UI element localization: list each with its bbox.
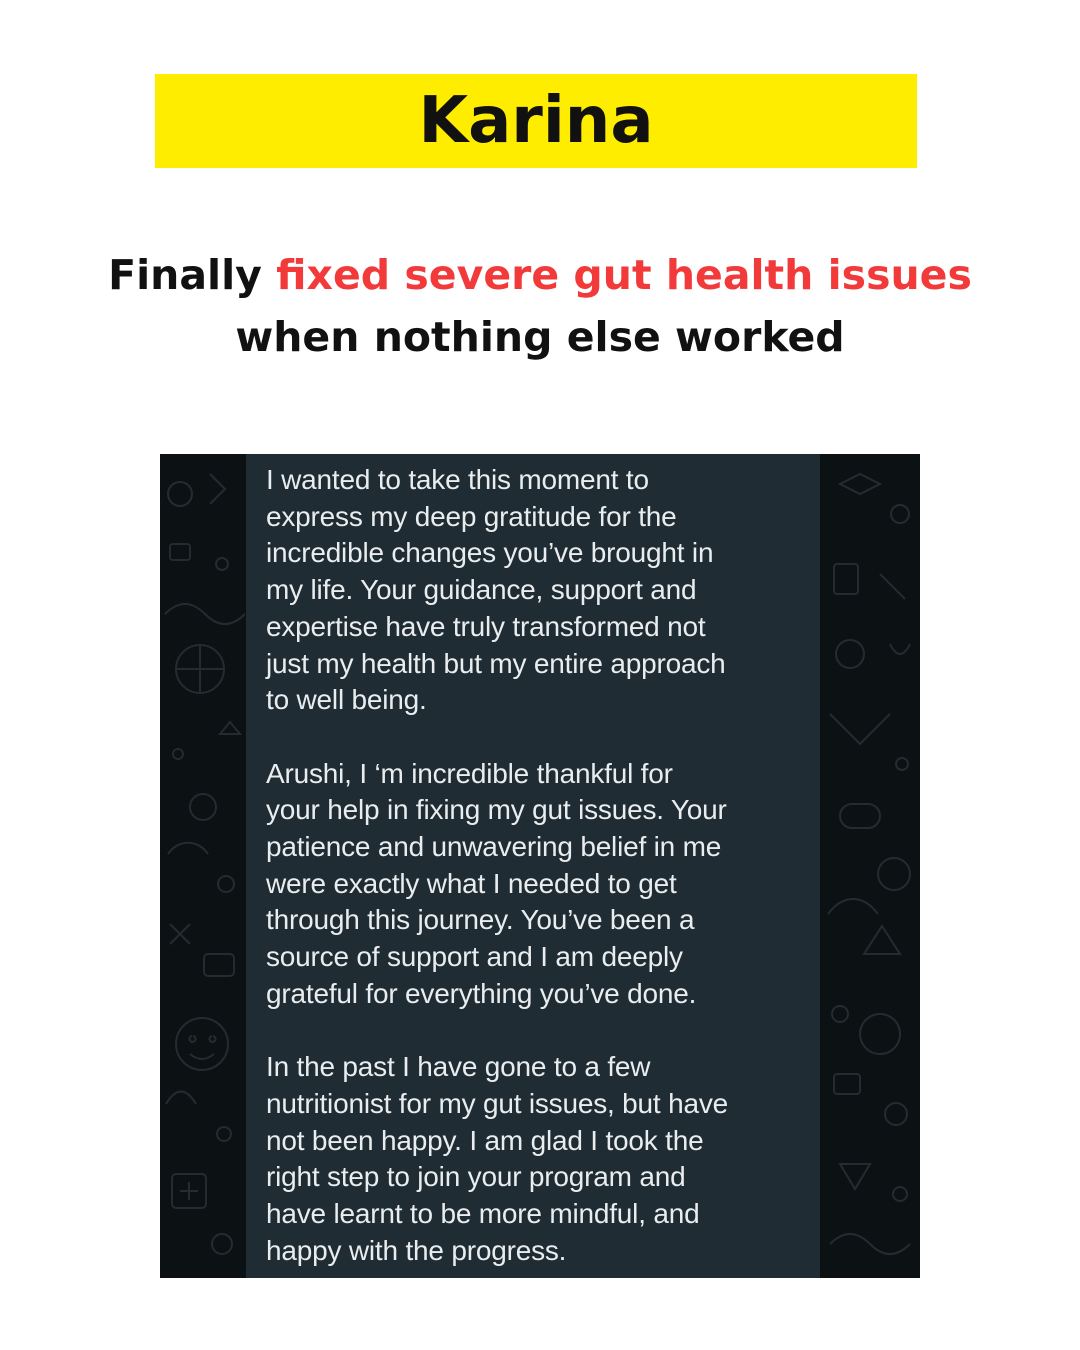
message-line: my life. Your guidance, support and	[266, 574, 697, 606]
message-line: incredible changes you’ve brought in	[266, 537, 714, 569]
message-line: express my deep gratitude for the	[266, 500, 677, 532]
chat-wallpaper-left	[160, 454, 246, 1278]
message-line: through this journey. You’ve been a	[266, 904, 695, 936]
message-text	[266, 462, 811, 1269]
doodle-pattern-icon	[820, 454, 920, 1278]
message-paragraph	[266, 756, 811, 1013]
message-line: right step to join your program and	[266, 1161, 686, 1193]
message-line: grateful for everything you’ve done.	[266, 977, 697, 1009]
headline-highlight: fixed severe gut health issues	[276, 251, 972, 299]
message-line: Arushi, I ‘m incredible thankful for	[266, 757, 673, 789]
message-line: were exactly what I needed to get	[266, 867, 677, 899]
message-line: happy with the progress.	[266, 1234, 567, 1266]
chat-screenshot	[160, 454, 920, 1278]
chat-message-bubble	[246, 454, 820, 1278]
message-line: to well being.	[266, 684, 427, 716]
message-paragraph	[266, 462, 811, 719]
doodle-pattern-icon	[160, 454, 246, 1278]
message-paragraph	[266, 1049, 811, 1269]
message-line: expertise have truly transformed not	[266, 610, 706, 642]
message-line: In the past I have gone to a few	[266, 1051, 651, 1083]
message-line: just my health but my entire approach	[266, 647, 726, 679]
testimonial-headline	[40, 244, 1040, 368]
name-banner	[155, 74, 917, 168]
client-name: Karina	[418, 84, 654, 158]
headline-line-2: when nothing else worked	[235, 313, 845, 361]
headline-line-1	[40, 244, 1040, 306]
message-line: I wanted to take this moment to	[266, 464, 649, 495]
message-line: patience and unwavering belief in me	[266, 831, 722, 863]
message-line: nutritionist for my gut issues, but have	[266, 1087, 728, 1119]
message-line: your help in fixing my gut issues. Your	[266, 794, 727, 826]
chat-wallpaper-right	[820, 454, 920, 1278]
headline-prefix: Finally	[108, 251, 277, 299]
message-line: have learnt to be more mindful, and	[266, 1198, 700, 1230]
message-line: not been happy. I am glad I took the	[266, 1124, 704, 1156]
message-line: source of support and I am deeply	[266, 941, 683, 973]
